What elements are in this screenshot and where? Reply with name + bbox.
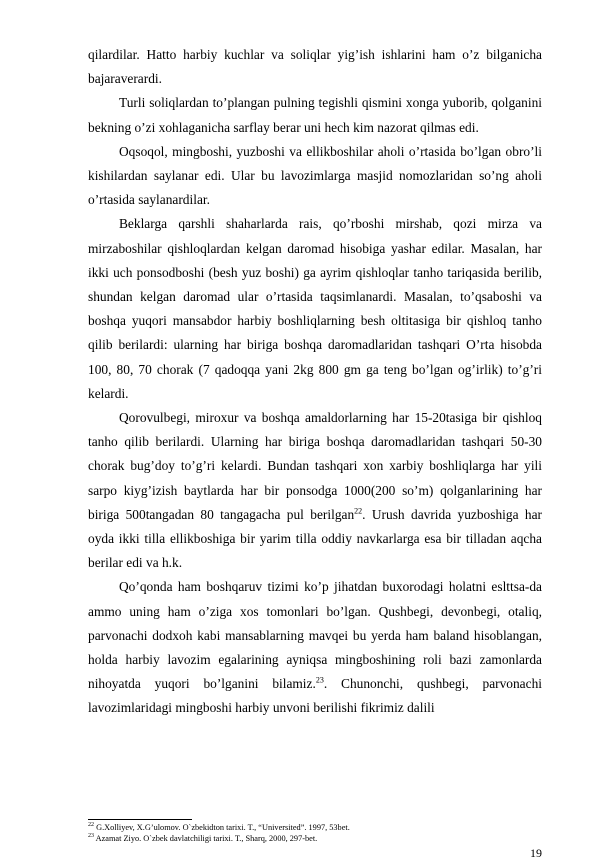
paragraph-3: Oqsoqol, mingboshi, yuzboshi va ellikboshilar aholi o’rtasida bo’lgan obro’li kishilardan saylanar edi. Ular bu lavozimlarga masjid nomozlaridan so’ng aholi o’rtasida saylanardilar.: [88, 143, 542, 208]
footnote-separator: [88, 819, 192, 820]
footnotes: [88, 822, 542, 844]
paragraph-6: Qo’qonda ham boshqaruv tizimi ko’p jihatdan buxorodagi holatni eslttsa-da ammo uning ham o’ziga xos tomonlari bo’lgan. Qushbegi, devonbegi, otaliq, parvonachi dodxoh kabi mansablarning mavqei bu yerda ham baland hisoblangan, holda harbiy lavozim egalarining ayniqsa mingboshining roli bazi zamonlarda nihoyatda yuqori bo’lganini bilamiz.$^{23}$. Chunonchi, qushbegi, parvonachi lavozimlaridagi mingboshi harbiy unvoni berilishi fikrimiz dalili: [88, 579, 542, 716]
footnote-23: $^{23}$ Azamat Ziyo. O`zbek davlatchiligi tarixi. T., Sharq, 2000, 297-bet.: [88, 833, 318, 843]
paragraph-5: Qorovulbegi, miroxur va boshqa amaldorlarning har 15-20tasiga bir qishloq tanho qilib berilardi. Ularning har biriga boshqa daromadlaridan tashqari 50-30 chorak bug’doy to’g’ri kelardi. Bundan tashqari xon xarbiy boshliqlarga har yili sarpo kiyg’izish baytlarda har bir ponsodga 1000(200 so’m) qolganlarining har biriga 500tangadan 80 tangagacha pul berilgan$^{22}$. Urush davrida yuzboshiga har oyda ikki tilla ellikboshiga bir yarim tilla oddiy navkarlarga esa bir tilladan aqcha berilar edi va h.k.: [88, 410, 542, 571]
footnote-22: $^{22}$ G.Xolliyev, X.G’ulomov. O`zbekidton tarixi. T., “Universited”. 1997, 53bet.: [88, 822, 350, 832]
footnote-ref-22: 22: [354, 506, 363, 516]
body-text: [88, 43, 542, 721]
paragraph-4: Beklarga qarshli shaharlarda rais, qo’rboshi mirshab, qozi mirza va mirzaboshilar qishloqlardan kelgan daromad hisobiga yashar edilar. Masalan, har ikki uch ponsodboshi (besh yuz boshi) ga ayrim qishloqlar tanho tariqasida berilib, shundan kelgan daromad ular o’rtasida taqsimlanardi. Masalan, to’qsaboshi va boshqa yuqori mansabdor harbiy boshliqlarning besh oltitasiga bir qishloq tanho qilib berilardi: ularning har biriga boshqa daromadlaridan tashqari O’rta hisobda 100, 80, 70 chorak (7 qadoqqa yani 2kg 800 gm ga teng bo’lgan og’irlik) to’g’ri kelardi.: [88, 216, 542, 401]
page-number: 19: [530, 846, 542, 860]
paragraph-2: Turli soliqlardan to’plangan pulning tegishli qismini xonga yuborib, qolganini bekning o’zi xohlaganicha sarflay berar uni hech kim nazorat qilmas edi.: [88, 95, 542, 135]
footnote-ref-23: 23: [315, 675, 324, 685]
paragraph-1: qilardilar. Hatto harbiy kuchlar va soliqlar yig’ish ishlarini ham o’z bilganicha bajaraverardi.: [88, 47, 542, 87]
